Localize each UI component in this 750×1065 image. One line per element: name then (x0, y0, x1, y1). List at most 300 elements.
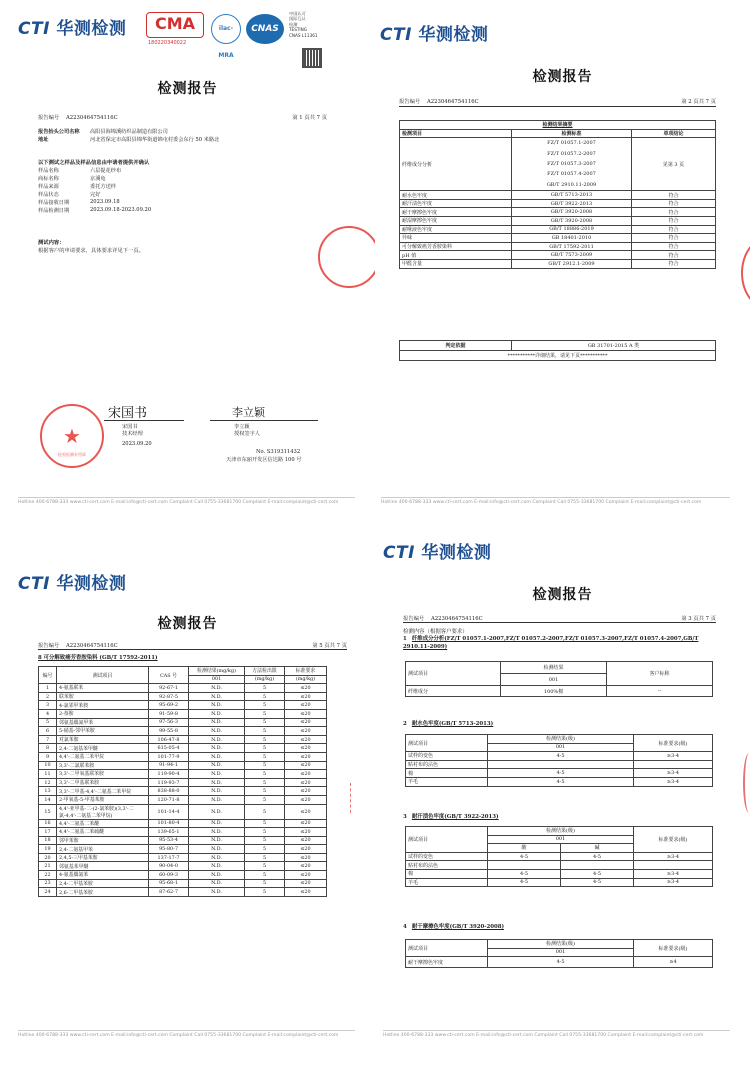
table-cell: 4-5 (488, 852, 561, 861)
qr-code-icon[interactable] (302, 48, 322, 68)
table-cell: ≤20 (285, 735, 327, 744)
section-3-title: 3 耐汗渍色牢度(GB/T 3922-2013) (403, 814, 499, 820)
table-row (400, 234, 716, 243)
table-row (406, 752, 713, 761)
table-cell: 615-05-4 (149, 744, 189, 753)
table-cell: 22 (39, 871, 57, 880)
table-cell: 19 (39, 845, 57, 854)
table-cell: 5 (245, 684, 285, 693)
sample-intro: 以下测试之样品及样品信息由申请者提供并确认 (38, 160, 150, 166)
table-cell: N.D. (189, 853, 245, 862)
table-cell: 棉 (406, 769, 488, 778)
table-row (39, 879, 327, 888)
table-cell: ≤20 (285, 795, 327, 804)
table-cell: 5 (245, 845, 285, 854)
table-cell (488, 760, 634, 769)
page-footer: Hotline 400-6788-333 www.cti-cert.com E-mail:info@cti-cert.com Complaint Call 0755-33681700 Complaint E-mail:complaint@cti-cert.com (18, 497, 355, 505)
table-cell: 17 (39, 828, 57, 837)
table-cell: 符合 (632, 259, 716, 268)
field-label: 商标名称 (38, 175, 59, 182)
page-title: 检测报告 (157, 616, 218, 632)
table-cell: 13 (39, 787, 57, 796)
table-row (406, 760, 713, 769)
table-cell: 4-5 (488, 769, 634, 778)
table-cell: 1 (39, 684, 57, 693)
table-cell: 4-氨基偶氮苯 (57, 871, 149, 880)
table-cell: 符合 (632, 251, 716, 260)
table-cell: 95-80-7 (149, 845, 189, 854)
table-cell: 2,4,5-三甲基苯胺 (57, 853, 149, 862)
table-cell: 符合 (632, 217, 716, 226)
page-info: 第 1 页共 7 页 (292, 115, 327, 121)
table-row (406, 878, 713, 887)
table-cell: 5 (245, 752, 285, 761)
side-stamp-icon (318, 226, 375, 288)
test-content-text: 根据客户的申请要求，具体要求详见下一页。 (38, 248, 144, 254)
table-cell: 3,3'-二甲基联苯胺 (57, 778, 149, 787)
table-cell: 5 (39, 718, 57, 727)
table-cell: ≥3-4 (634, 852, 713, 861)
table-cell: N.D. (189, 770, 245, 779)
field-value: 完好 (90, 191, 101, 198)
sample-field (38, 198, 151, 206)
table-cell: 耐干摩擦色牢度 (400, 208, 512, 217)
table-cell: 邻氨基偶氮甲苯 (57, 718, 149, 727)
table-cell: 符合 (632, 191, 716, 200)
section-title: 8 可分解致癌芳香胺染料 (GB/T 17592-2011) (38, 655, 158, 661)
table-cell: 838-88-0 (149, 787, 189, 796)
header-rule (38, 649, 347, 650)
report-page-2 (375, 0, 750, 532)
table-cell: ≤20 (285, 752, 327, 761)
table-cell: 邻氨基苯甲醚 (57, 862, 149, 871)
table-cell: 119-93-7 (149, 778, 189, 787)
table-cell: N.D. (189, 727, 245, 736)
perspiration-fastness-table: 测试项目 检测结果(级) 标准要求(级) 001 酸 碱 试样的变色 4-5 4-5 ≥3-4 贴衬布的沾色 棉 4-5 4-5 ≥3-4 羊毛 4-5 4-5 ≥3-4 (405, 826, 713, 887)
cti-logo: CTI 华测检测 (380, 25, 489, 45)
table-cell: 2-萘胺 (57, 709, 149, 718)
section-1-title: 1 纤维成分分析(FZ/T 01057.1-2007,FZ/T 01057.2-2007,FZ/T 01057.3-2007,FZ/T 01057.4-2007,GB/T 2910.11-2009) (403, 636, 699, 650)
table-cell: 5 (245, 778, 285, 787)
table-row (39, 727, 327, 736)
table-cell: 符合 (632, 234, 716, 243)
table-cell: 5 (245, 744, 285, 753)
table-cell: 符合 (632, 242, 716, 251)
table-row (400, 191, 716, 200)
table-cell: 101-80-4 (149, 819, 189, 828)
table-cell: ≤20 (285, 828, 327, 837)
table-cell: 106-47-8 (149, 735, 189, 744)
table-cell: N.D. (189, 701, 245, 710)
sample-field (38, 174, 151, 182)
header-rule (399, 106, 716, 107)
table-row (400, 225, 716, 234)
page-footer: Hotline 400-6788-333 www.cti-cert.com E-mail:info@cti-cert.com Complaint Call 0755-33681700 Complaint E-mail:complaint@cti-cert.com (381, 497, 730, 505)
table-cell: 95-68-1 (149, 879, 189, 888)
table-cell: 4-5 (488, 752, 634, 761)
sample-field (38, 182, 151, 190)
table-cell: 5 (245, 888, 285, 897)
table-cell: N.D. (189, 871, 245, 880)
table-cell: 4,4'-二氨基二苯醚 (57, 819, 149, 828)
table-cell: 耐湿摩擦色牢度 (400, 217, 512, 226)
table-cell: GB/T 3920-2008 (512, 217, 632, 226)
table-cell: 92-67-1 (149, 684, 189, 693)
field-value: 2023.09.18 (90, 199, 120, 205)
table-cell: ≤20 (285, 744, 327, 753)
page-title: 检测报告 (532, 587, 593, 603)
table-cell: 87-62-7 (149, 888, 189, 897)
field-value: 委托方送样 (90, 183, 116, 190)
lab-address: 天津市东丽开发区信达路 100 号 (226, 457, 302, 463)
section-4-title: 4 耐干摩擦色牢度(GB/T 3920-2008) (403, 924, 505, 930)
page-footer: Hotline 400-6788-333 www.cti-cert.com E-mail:info@cti-cert.com Complaint Call 0755-33681700 Complaint E-mail:complaint@cti-cert.com (18, 1030, 355, 1038)
table-cell: GB 18401-2010 (512, 234, 632, 243)
table-cell: N.D. (189, 692, 245, 701)
water-fastness-table: 测试项目 检测结果(级) 标准要求(级) 001 试样的变色 4-5 ≥3-4 贴衬布的沾色 棉 4-5 ≥3-4 羊毛 4-5 ≥3-4 (405, 734, 713, 787)
table-cell: ≥3-4 (634, 752, 713, 761)
table-cell: 18 (39, 836, 57, 845)
table-cell: ≤20 (285, 727, 327, 736)
cert-number: No. S319311432 (256, 449, 301, 455)
table-cell: 4-5 (488, 878, 561, 887)
stamp-edge-icon (350, 783, 358, 813)
report-number: 报告编号 A2230464754116C (403, 616, 483, 622)
table-cell: 2,4-二氨基苯甲醚 (57, 744, 149, 753)
field-value: 六层提花纱布 (90, 167, 122, 174)
field-label: 样品名称 (38, 167, 59, 174)
table-cell: N.D. (189, 862, 245, 871)
page-info: 第 5 页共 7 页 (312, 643, 347, 649)
table-cell: ≤20 (285, 845, 327, 854)
report-number: 报告编号 A2230464754116C (38, 115, 118, 121)
table-cell: 3,3'-二甲氧基联苯胺 (57, 770, 149, 779)
field-label: 样品检测日期 (38, 207, 70, 214)
table-cell: 4,4'-二氨基二苯甲烷 (57, 752, 149, 761)
table-cell: 甲醛含量 (400, 259, 512, 268)
amine-table: 编号 测试项目 CAS 号 检测结果(mg/kg) 方法检出限 标准要求 001 (mg/kg) (mg/kg) 1 4-氨基联苯 92-67-1 N.D. 5 ≤20 2 联苯胺 92-87-5 N.D. 5 ≤20 3 4-氯邻甲苯胺 95-69-2 N.D. 5 ≤20 4 2-萘胺 91-59-8 N.D. 5 ≤20 5 邻氨基偶氮甲苯 97-56-3 N.D. 5 ≤20 6 5-硝基-邻甲苯胺 99-55-8 N.D. 5 ≤20 7 对氯苯胺 106-47-8 N.D. 5 ≤20 8 2,4-二氨基苯甲醚 615-05-4 N.D. 5 ≤20 9 4,4'-二氨基二苯甲烷 101-77-9 N.D. 5 ≤20 10 3,3'-二氯联苯胺 91-94-1 N.D. 5 ≤20 11 3,3'-二甲氧基联苯胺 119-90-4 N.D. 5 ≤20 12 3,3'-二甲基联苯胺 119-93-7 N.D. 5 ≤20 13 3,3'-二甲基-4,4'-二氨基二苯甲烷 838-88-0 N.D. 5 ≤20 14 2-甲氧基-5-甲基苯胺 120-71-8 N.D. 5 ≤20 15 4,4'-亚甲基-二-(2-氯苯胺)(3,3'-二氯-4,4'-二氨基二苯甲烷) 101-14-4 N.D. 5 ≤20 16 4,4'-二氨基二苯醚 101-80-4 N.D. 5 ≤20 17 4,4'-二氨基二苯硫醚 139-65-1 N.D. 5 ≤20 18 邻甲苯胺 95-53-4 N.D. 5 ≤20 19 2,4-二氨基甲苯 95-80-7 N.D. 5 ≤20 20 2,4,5-三甲基苯胺 137-17-7 N.D. 5 ≤20 21 邻氨基苯甲醚 90-04-0 N.D. 5 ≤20 22 4-氨基偶氮苯 60-09-3 N.D. 5 ≤20 23 2,4-二甲基苯胺 95-68-1 N.D. 5 ≤20 24 2,6-二甲基苯胺 87-62-7 N.D. 5 ≤20 (38, 666, 327, 897)
table-cell: GB/T 7573-2009 (512, 251, 632, 260)
fiber-table: 测试项目 检测结果 客户标称 001 纤维成分 100%棉 -- (405, 661, 713, 697)
table-row (39, 836, 327, 845)
table-cell: 90-04-0 (149, 862, 189, 871)
table-row (39, 845, 327, 854)
table-row (39, 735, 327, 744)
table-row (400, 259, 716, 268)
table-cell: 2 (39, 692, 57, 701)
table-cell: N.D. (189, 845, 245, 854)
table-cell: N.D. (189, 804, 245, 819)
field-label: 样品接收日期 (38, 199, 70, 206)
table-cell: 101-77-9 (149, 752, 189, 761)
table-cell: 92-87-5 (149, 692, 189, 701)
report-page-5 (0, 533, 375, 1065)
table-cell: N.D. (189, 836, 245, 845)
table-cell: 20 (39, 853, 57, 862)
table-cell: 试样的变色 (406, 852, 488, 861)
judgement-table: 判定依据 GB 31701-2015 A 类 ***********详细结果，请见下页*********** (399, 340, 716, 361)
table-cell: 4-氯邻甲苯胺 (57, 701, 149, 710)
table-cell: 4-5 (561, 869, 634, 878)
table-cell: GB/T 3922-2013 (512, 199, 632, 208)
table-cell: ≤20 (285, 853, 327, 862)
table-cell: ≤20 (285, 836, 327, 845)
table-cell: 4-5 (488, 777, 634, 786)
table-cell: 耐唾液色牢度 (400, 225, 512, 234)
section-2-title: 2 耐水色牢度(GB/T 5713-2013) (403, 721, 494, 727)
signature-line-1 (104, 420, 184, 421)
table-cell: 5 (245, 819, 285, 828)
table-cell: N.D. (189, 787, 245, 796)
table-cell: pH 值 (400, 251, 512, 260)
table-cell: ≥3-4 (634, 878, 713, 887)
stamp-edge-icon (743, 753, 750, 813)
cti-logo: CTI 华测检测 (18, 19, 127, 39)
table-cell: 10 (39, 761, 57, 770)
table-cell: N.D. (189, 709, 245, 718)
table-cell: 95-69-2 (149, 701, 189, 710)
table-cell: 贴衬布的沾色 (406, 760, 488, 769)
table-cell: ≤20 (285, 718, 327, 727)
field-value: 2023.09.18-2023.09.20 (90, 207, 152, 213)
table-cell: 5 (245, 727, 285, 736)
table-cell: 邻甲苯胺 (57, 836, 149, 845)
table-cell: 9 (39, 752, 57, 761)
table-cell (634, 760, 713, 769)
field-value: 京溪龟 (90, 175, 106, 182)
table-cell: ≥3-4 (634, 777, 713, 786)
header-rule (403, 622, 716, 623)
table-cell: 可分解致癌芳香胺染料 (400, 242, 512, 251)
table-cell: 符合 (632, 225, 716, 234)
cma-logo: CMA (146, 12, 204, 38)
table-cell: 5 (245, 692, 285, 701)
cti-logo: CTI 华测检测 (18, 574, 127, 594)
table-row (39, 871, 327, 880)
table-cell: 5 (245, 787, 285, 796)
table-row (400, 199, 716, 208)
table-cell: 2,4-二氨基甲苯 (57, 845, 149, 854)
test-content-label: 测试内容： (38, 240, 65, 246)
table-cell: 符合 (632, 208, 716, 217)
table-cell: ≤20 (285, 709, 327, 718)
table-cell: GB/T 3920-2008 (512, 208, 632, 217)
table-row (406, 861, 713, 870)
table-row (39, 862, 327, 871)
table-row (400, 242, 716, 251)
signature-line-2 (210, 420, 318, 421)
table-row (406, 777, 713, 786)
table-cell (488, 861, 561, 870)
table-cell: 5 (245, 770, 285, 779)
table-cell: 5 (245, 701, 285, 710)
table-cell: 2,4-二甲基苯胺 (57, 879, 149, 888)
table-row (39, 692, 327, 701)
table-cell: 7 (39, 735, 57, 744)
table-cell: ≤20 (285, 787, 327, 796)
table-cell: 4,4'-二氨基二苯硫醚 (57, 828, 149, 837)
report-page-1 (0, 0, 375, 532)
table-row (39, 701, 327, 710)
table-cell: ≥3-4 (634, 869, 713, 878)
table-row (400, 217, 716, 226)
report-number: 报告编号 A2230464754116C (399, 99, 479, 105)
table-cell: ≤20 (285, 879, 327, 888)
table-cell: N.D. (189, 744, 245, 753)
cma-number: 180220340022 (148, 40, 187, 46)
table-cell: 5 (245, 879, 285, 888)
sample-field (38, 206, 151, 214)
table-cell: 4-5 (488, 869, 561, 878)
cnas-info: 中国认可 国际互认 检测 TESTING CNAS L11361 (289, 11, 318, 38)
table-cell: 耐水色牢度 (400, 191, 512, 200)
table-cell: 符合 (632, 199, 716, 208)
table-cell: GB/T 18886-2019 (512, 225, 632, 234)
page-info: 第 2 页共 7 页 (681, 99, 716, 105)
table-cell: 91-59-8 (149, 709, 189, 718)
table-cell: N.D. (189, 795, 245, 804)
table-cell: GB/T 5713-2013 (512, 191, 632, 200)
field-label: 样品状态 (38, 191, 59, 198)
signature-2: 李立颖 (232, 406, 265, 419)
table-cell: 14 (39, 795, 57, 804)
table-row (39, 744, 327, 753)
table-row (39, 761, 327, 770)
table-row (39, 787, 327, 796)
table-row (400, 208, 716, 217)
table-cell: 5 (245, 761, 285, 770)
table-row (39, 684, 327, 693)
table-cell: N.D. (189, 819, 245, 828)
table-row (400, 251, 716, 260)
table-cell: ≤20 (285, 701, 327, 710)
signature-1: 宋国书 (108, 406, 148, 421)
table-row (39, 819, 327, 828)
table-cell: N.D. (189, 752, 245, 761)
table-cell: 3,3'-二甲基-4,4'-二氨基二苯甲烷 (57, 787, 149, 796)
table-cell: GB/T 2912.1-2009 (512, 259, 632, 268)
table-row (39, 709, 327, 718)
signer-2-info: 李立颖 授权签字人 (234, 424, 260, 438)
table-cell: 棉 (406, 869, 488, 878)
table-cell: ≤20 (285, 819, 327, 828)
table-cell: 贴衬布的沾色 (406, 861, 488, 870)
table-cell: ≤20 (285, 871, 327, 880)
field-label: 样品来源 (38, 183, 59, 190)
table-cell: 137-17-7 (149, 853, 189, 862)
table-cell: GB/T 17592-2011 (512, 242, 632, 251)
summary-table: 检测结果摘要 检测项目 检测标准 单项结论 纤维成分分析 FZ/T 01057.1-2007 FZ/T 01057.2-2007 FZ/T 01057.3-2007 FZ/T 01057.4-2007 GB/T 2910.11-2009 见第 3 页 耐水色牢度 GB/T 5713-2013 符合 耐汗渍色牢度 GB/T 3922-2013 符合 耐干摩擦色牢度 GB/T 3920-2008 符合 耐湿摩擦色牢度 GB/T 3920-2008 符合 耐唾液色牢度 GB/T 18886-2019 符合 异味 GB 18401-2010 符合 可分解致癌芳香胺染料 GB/T 17592-2011 符合 pH 值 GB/T 7573-2009 符合 甲醛含量 GB/T 2912.1-2009 符合 (399, 120, 716, 269)
table-cell: 16 (39, 819, 57, 828)
table-cell: 4-5 (561, 878, 634, 887)
table-cell: 23 (39, 879, 57, 888)
table-cell: 99-55-8 (149, 727, 189, 736)
table-cell: 4,4'-亚甲基-二-(2-氯苯胺)(3,3'-二氯-4,4'-二氨基二苯甲烷) (57, 804, 149, 819)
table-cell: 3,3'-二氯联苯胺 (57, 761, 149, 770)
table-row (39, 778, 327, 787)
table-cell: 5 (245, 836, 285, 845)
table-row (39, 795, 327, 804)
table-cell: N.D. (189, 718, 245, 727)
table-cell: 120-71-8 (149, 795, 189, 804)
table-cell: 101-14-4 (149, 804, 189, 819)
table-cell: 耐汗渍色牢度 (400, 199, 512, 208)
table-cell: 5 (245, 828, 285, 837)
table-cell: 3 (39, 701, 57, 710)
table-cell: N.D. (189, 828, 245, 837)
sample-info (38, 166, 151, 214)
table-cell (634, 861, 713, 870)
table-cell: 8 (39, 744, 57, 753)
table-cell: 4 (39, 709, 57, 718)
table-cell: 95-53-4 (149, 836, 189, 845)
side-stamp-icon (741, 238, 750, 308)
page-info: 第 3 页共 7 页 (681, 616, 716, 622)
table-cell: 21 (39, 862, 57, 871)
table-cell: ≤20 (285, 770, 327, 779)
table-cell: ≤20 (285, 888, 327, 897)
sample-field (38, 190, 151, 198)
table-cell: 24 (39, 888, 57, 897)
table-cell: 60-09-3 (149, 871, 189, 880)
table-row (39, 770, 327, 779)
table-cell: 15 (39, 804, 57, 819)
ilac-mra-logo: ilac-MRA (211, 14, 241, 44)
table-cell: 119-90-4 (149, 770, 189, 779)
table-cell: 5 (245, 735, 285, 744)
table-row (39, 804, 327, 819)
report-page-3 (375, 533, 750, 1065)
table-row (406, 769, 713, 778)
table-cell: ≥3-4 (634, 769, 713, 778)
table-cell: 5 (245, 871, 285, 880)
table-cell: N.D. (189, 888, 245, 897)
table-cell: 11 (39, 770, 57, 779)
table-cell: N.D. (189, 879, 245, 888)
table-cell: ≤20 (285, 862, 327, 871)
signer-1-info: 宋国书 技术经理 2023.09.20 (122, 424, 152, 448)
table-cell: 2-甲氧基-5-甲基苯胺 (57, 795, 149, 804)
table-cell: 91-94-1 (149, 761, 189, 770)
table-cell: ≤20 (285, 692, 327, 701)
table-cell: 5 (245, 862, 285, 871)
page-title: 检测报告 (157, 81, 218, 97)
official-stamp-icon: ★ 检验检测专用章 (40, 404, 104, 468)
table-cell (561, 861, 634, 870)
cnas-logo: CNAS (246, 14, 284, 44)
table-cell: 4-氨基联苯 (57, 684, 149, 693)
table-cell: N.D. (189, 735, 245, 744)
table-row (406, 869, 713, 878)
report-number: 报告编号 A2230464754116C (38, 643, 118, 649)
test-content-label: 检测内容（根据客户要求） (403, 629, 468, 635)
table-cell: 异味 (400, 234, 512, 243)
page-footer: Hotline 400-6788-333 www.cti-cert.com E-mail:info@cti-cert.com Complaint Call 0755-33681700 Complaint E-mail:complaint@cti-cert.com (383, 1030, 730, 1038)
table-cell: 5-硝基-邻甲苯胺 (57, 727, 149, 736)
table-cell: ≤20 (285, 761, 327, 770)
table-row (39, 828, 327, 837)
client-info: 报告抬头公司名称 高阳县海锦溪纺织品制造有限公司 地址 河北省保定市高阳县锦华街道锦屯村委会东行 50 米路北 (38, 129, 220, 144)
table-row (39, 853, 327, 862)
cti-logo: CTI 华测检测 (383, 543, 492, 563)
table-row (39, 888, 327, 897)
table-cell: 2,6-二甲基苯胺 (57, 888, 149, 897)
table-cell: 139-65-1 (149, 828, 189, 837)
table-cell: 5 (245, 804, 285, 819)
table-cell: 联苯胺 (57, 692, 149, 701)
table-cell: 6 (39, 727, 57, 736)
table-row (406, 852, 713, 861)
